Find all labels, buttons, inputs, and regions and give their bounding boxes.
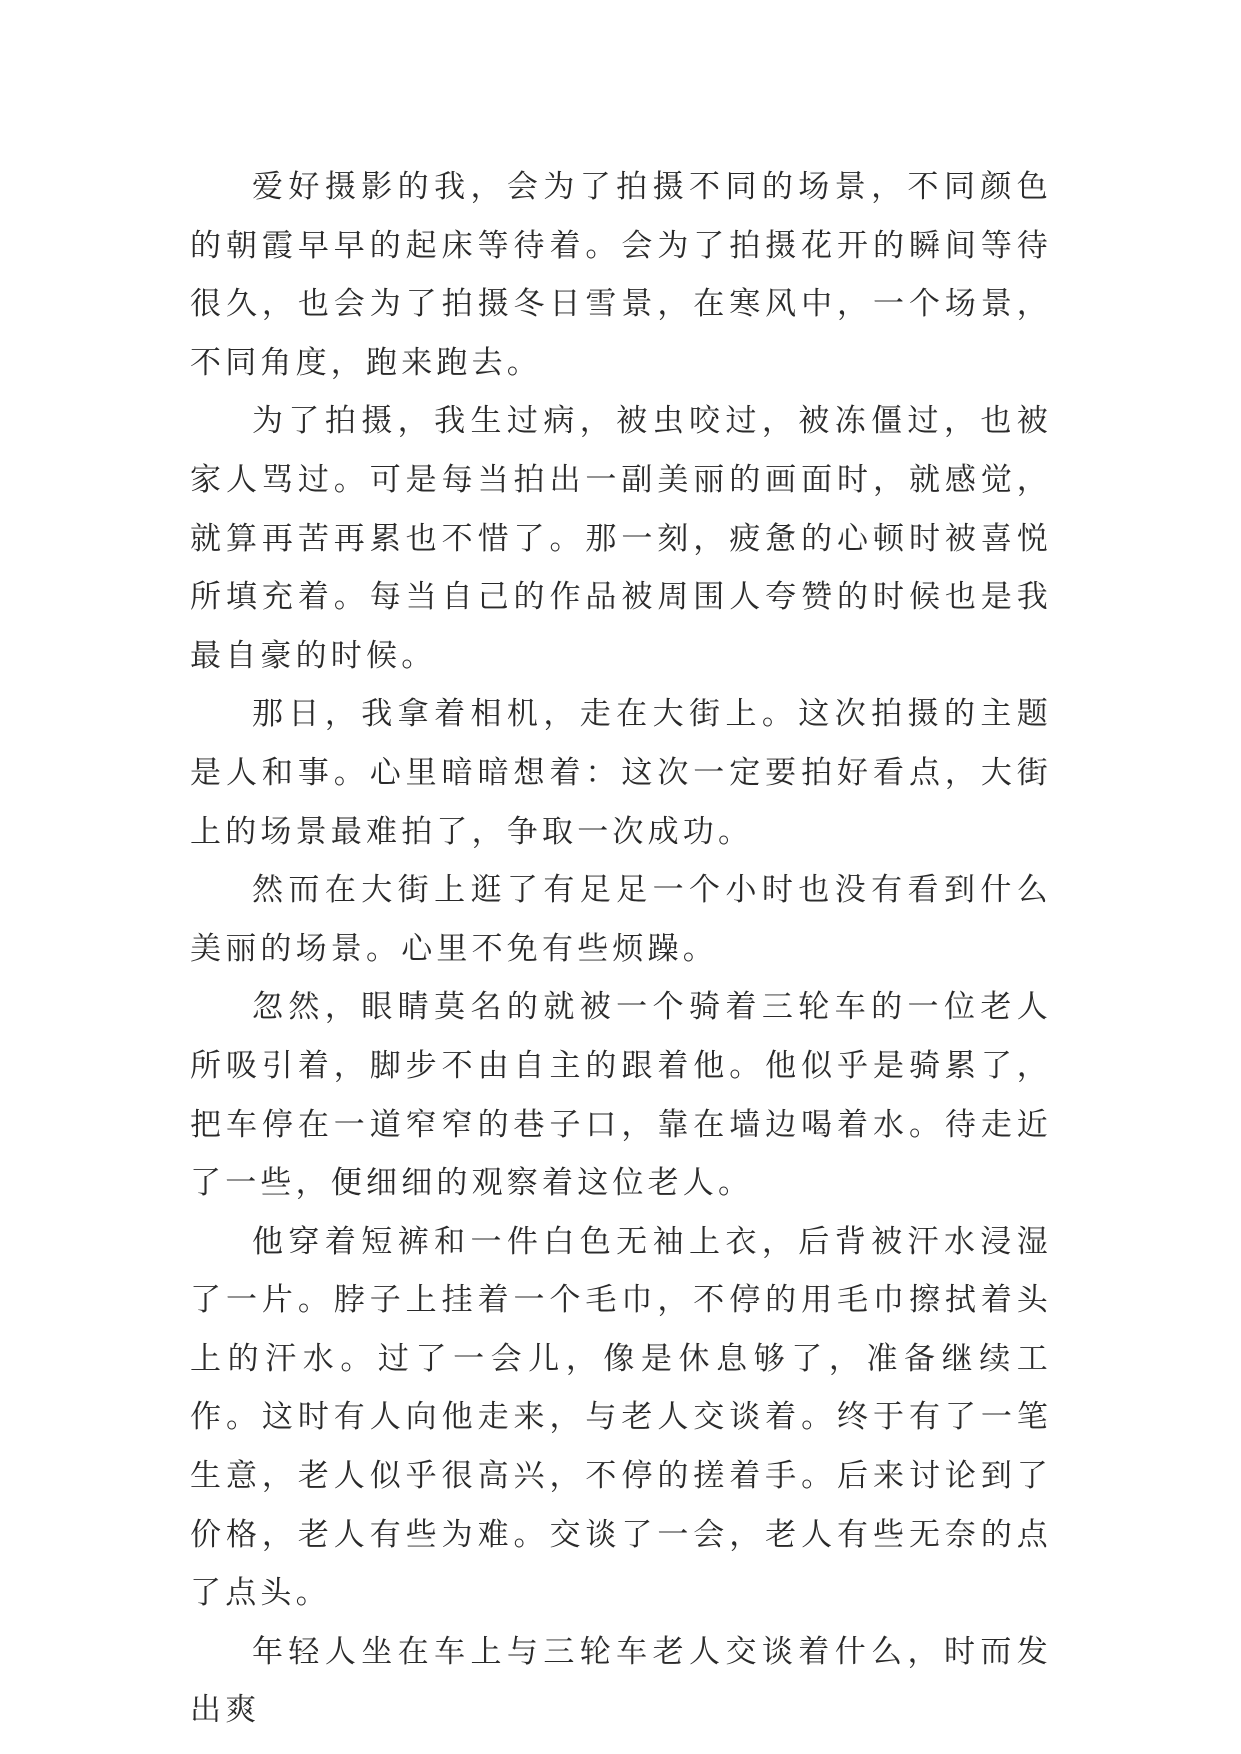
paragraph: 忽然，眼睛莫名的就被一个骑着三轮车的一位老人所吸引着，脚步不由自主的跟着他。他似乎是骑累了，把车停在一道窄窄的巷子口，靠在墙边喝着水。待走近了一些，便细细的观察着这位老人。	[190, 989, 1052, 1202]
paragraph: 为了拍摄，我生过病，被虫咬过，被冻僵过，也被家人骂过。可是每当拍出一副美丽的画面时，就感觉，就算再苦再累也不惜了。那一刻，疲惫的心顿时被喜悦所填充着。每当自己的作品被周围人夸赞的时候也是我最自豪的时候。	[190, 403, 1052, 674]
paragraph: 爱好摄影的我，会为了拍摄不同的场景，不同颜色的朝霞早早的起床等待着。会为了拍摄花开的瞬间等待很久，也会为了拍摄冬日雪景，在寒风中，一个场景，不同角度，跑来跑去。	[190, 169, 1052, 381]
paragraph: 然而在大街上逛了有足足一个小时也没有看到什么美丽的场景。心里不免有些烦躁。	[190, 872, 1052, 967]
paragraph: 那日，我拿着相机，走在大街上。这次拍摄的主题是人和事。心里暗暗想着：这次一定要拍好看点，大街上的场景最难拍了，争取一次成功。	[190, 696, 1052, 850]
paragraph: 年轻人坐在车上与三轮车老人交谈着什么，时而发出爽	[190, 1633, 1052, 1729]
document-body	[190, 158, 1052, 1740]
paragraph: 他穿着短裤和一件白色无袖上衣，后背被汗水浸湿了一片。脖子上挂着一个毛巾，不停的用毛巾擦拭着头上的汗水。过了一会儿，像是休息够了，准备继续工作。这时有人向他走来，与老人交谈着。终于有了一笔生意，老人似乎很高兴，不停的搓着手。后来讨论到了价格，老人有些为难。交谈了一会，老人有些无奈的点了点头。	[190, 1223, 1052, 1612]
